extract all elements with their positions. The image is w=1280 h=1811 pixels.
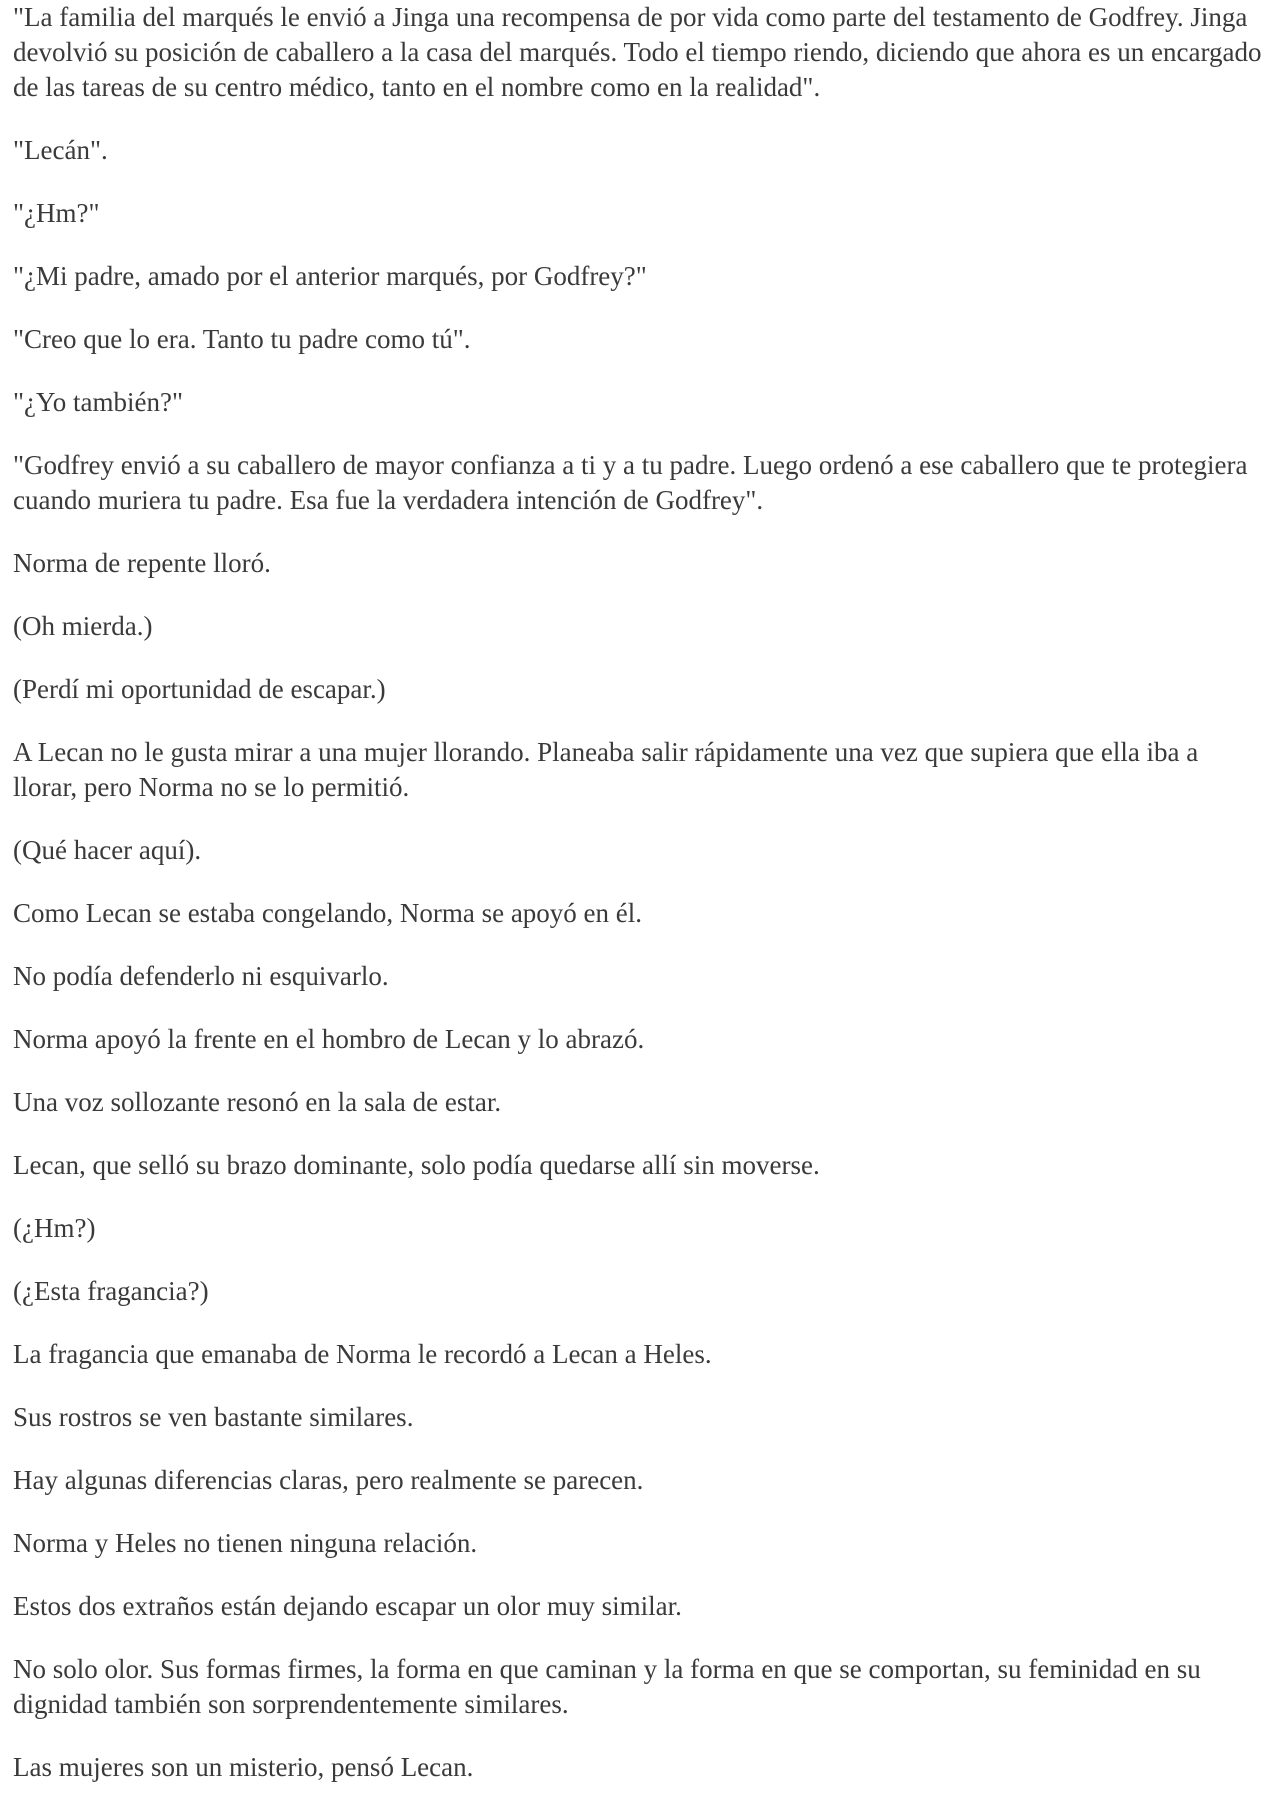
- paragraph: (Perdí mi oportunidad de escapar.): [13, 674, 386, 704]
- paragraph: "Creo que lo era. Tanto tu padre como tú".: [13, 324, 471, 354]
- paragraph: "Godfrey envió a su caballero de mayor confianza a ti y a tu padre. Luego ordenó a ese caballero que te protegiera cuando muriera tu padre. Esa fue la verdadera intención de Godfrey".: [13, 450, 1248, 515]
- paragraph: (Oh mierda.): [13, 611, 153, 641]
- paragraph: "¿Mi padre, amado por el anterior marqués, por Godfrey?": [13, 261, 647, 291]
- paragraph: No podía defenderlo ni esquivarlo.: [13, 961, 389, 991]
- paragraph: Sus rostros se ven bastante similares.: [13, 1402, 414, 1432]
- paragraph: Hay algunas diferencias claras, pero realmente se parecen.: [13, 1465, 644, 1495]
- paragraph: Estos dos extraños están dejando escapar un olor muy similar.: [13, 1591, 682, 1621]
- paragraph: La fragancia que emanaba de Norma le recordó a Lecan a Heles.: [13, 1339, 712, 1369]
- paragraph: (¿Esta fragancia?): [13, 1276, 209, 1306]
- paragraph: (¿Hm?): [13, 1213, 96, 1243]
- paragraph: No solo olor. Sus formas firmes, la forma en que caminan y la forma en que se comportan, su feminidad en su dignidad también son sorprendentemente similares.: [13, 1654, 1201, 1719]
- paragraph: "Lecán".: [13, 135, 108, 165]
- paragraph: "La familia del marqués le envió a Jinga una recompensa de por vida como parte del testamento de Godfrey. Jinga devolvió su posición de caballero a la casa del marqués. Todo el tiempo riendo, diciendo que ahora es un encargado de las tareas de su centro médico, tanto en el nombre como en la realidad".: [13, 2, 1262, 102]
- document-body: [13, 0, 1268, 1785]
- paragraph: Norma apoyó la frente en el hombro de Lecan y lo abrazó.: [13, 1024, 645, 1054]
- paragraph: (Qué hacer aquí).: [13, 835, 202, 865]
- paragraph: "¿Yo también?": [13, 387, 184, 417]
- paragraph: Norma y Heles no tienen ninguna relación.: [13, 1528, 478, 1558]
- paragraph: A Lecan no le gusta mirar a una mujer llorando. Planeaba salir rápidamente una vez que supiera que ella iba a llorar, pero Norma no se lo permitió.: [13, 737, 1199, 802]
- paragraph: Norma de repente lloró.: [13, 548, 271, 578]
- paragraph: Las mujeres son un misterio, pensó Lecan.: [13, 1752, 474, 1782]
- paragraph: Una voz sollozante resonó en la sala de estar.: [13, 1087, 502, 1117]
- paragraph: Como Lecan se estaba congelando, Norma se apoyó en él.: [13, 898, 643, 928]
- paragraph: "¿Hm?": [13, 198, 100, 228]
- paragraph: Lecan, que selló su brazo dominante, solo podía quedarse allí sin moverse.: [13, 1150, 820, 1180]
